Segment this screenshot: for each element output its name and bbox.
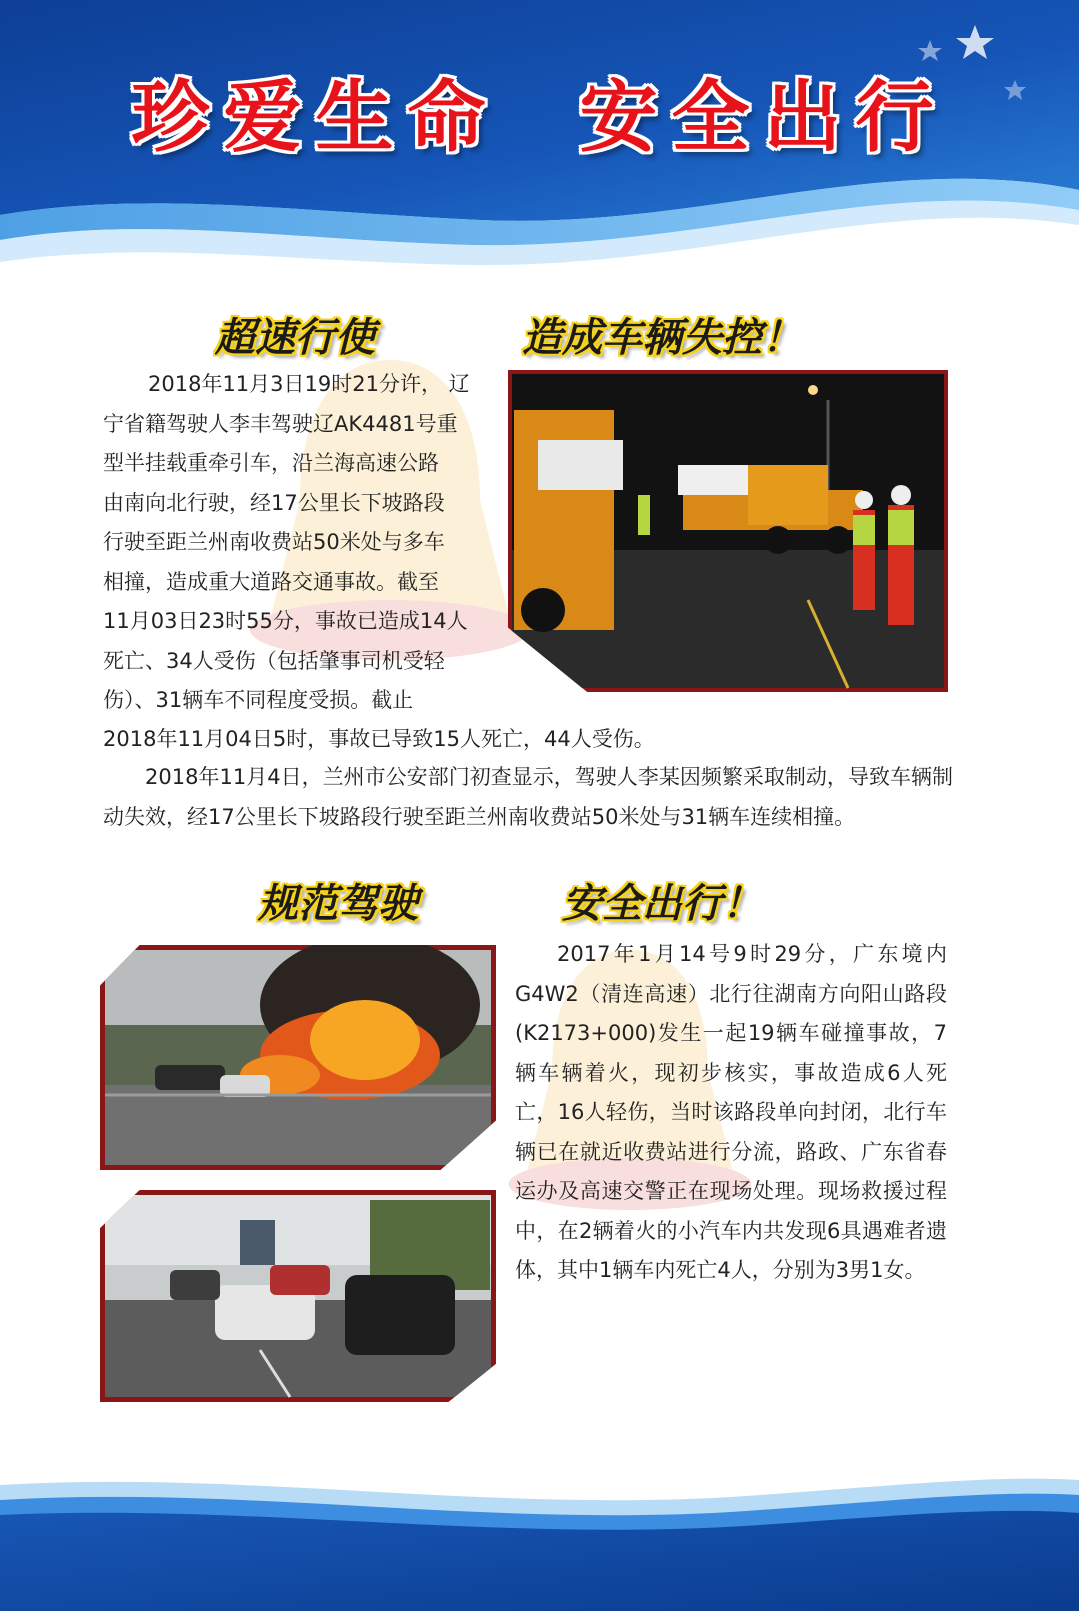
text-line: 由南向北行驶，经17公里长下坡路段 <box>103 490 445 515</box>
title-right: 安全出行 <box>579 73 948 163</box>
footer-banner <box>0 1475 1079 1611</box>
text-line: 11月03日23时55分，事故已造成14人 <box>103 609 468 633</box>
title-left: 珍爱生命 <box>131 73 500 163</box>
accident-photo-tow-trucks <box>508 370 948 692</box>
accident-photo-fire <box>100 945 496 1170</box>
section1-paragraph1-narrow <box>103 365 498 721</box>
heading-loss-of-control: 造成车辆失控！ <box>522 315 802 361</box>
paragraph-text: 2018年11月4日，兰州市公安部门初查显示，驾驶人李某因频繁采取制动，导致车辆制动失效，经17公里长下坡路段行驶至距兰州南收费站50米处与31辆车连续相撞。 <box>103 765 953 829</box>
heading-safe-travel: 安全出行！ <box>562 881 762 927</box>
heading-standard-driving: 规范驾驶 <box>258 881 418 927</box>
heading-speeding: 超速行使 <box>215 315 375 361</box>
accident-photo-wreckage <box>100 1190 496 1402</box>
text-line: 型半挂载重牵引车，沿兰海高速公路 <box>103 451 439 475</box>
text-line: 相撞，造成重大道路交通事故。截至 <box>103 569 439 594</box>
text-line: 伤）、31辆车不同程度受损。截止 <box>103 688 414 712</box>
section1-paragraph1-tail <box>103 720 953 760</box>
header-banner <box>0 0 1079 290</box>
paragraph-text: 2017年1月14号9时29分，广东境内G4W2（清连高速）北行往湖南方向阳山路段(K2173+000)发生一起19辆车碰撞事故，7辆车辆着火，现初步核实，事故造成6人死亡，16人轻伤，当时该路段单向封闭，北行车辆已在就近收费站进行分流，路政、广东省春运办及高速交警正在现场处理。现场救援过程中，在2辆着火的小汽车内共发现6具遇难者遗体，其中1辆车内死亡4人，分别为3男1女。 <box>515 942 947 1282</box>
text-line: 2018年11月3日19时21分许， 辽 <box>148 372 470 396</box>
section2-paragraph <box>515 935 947 1291</box>
page-title <box>0 55 1079 167</box>
text-line: 死亡、34人受伤（包括肇事司机受轻 <box>103 648 445 673</box>
text-line: 2018年11月04日5时，事故已导致15人死亡，44人受伤。 <box>103 727 655 751</box>
text-line: 行驶至距兰州南收费站50米处与多车 <box>103 530 445 554</box>
section1-paragraph2 <box>103 758 953 837</box>
footer-wave-background <box>0 1475 1079 1611</box>
text-line: 宁省籍驾驶人李丰驾驶辽AK4481号重 <box>103 411 458 436</box>
